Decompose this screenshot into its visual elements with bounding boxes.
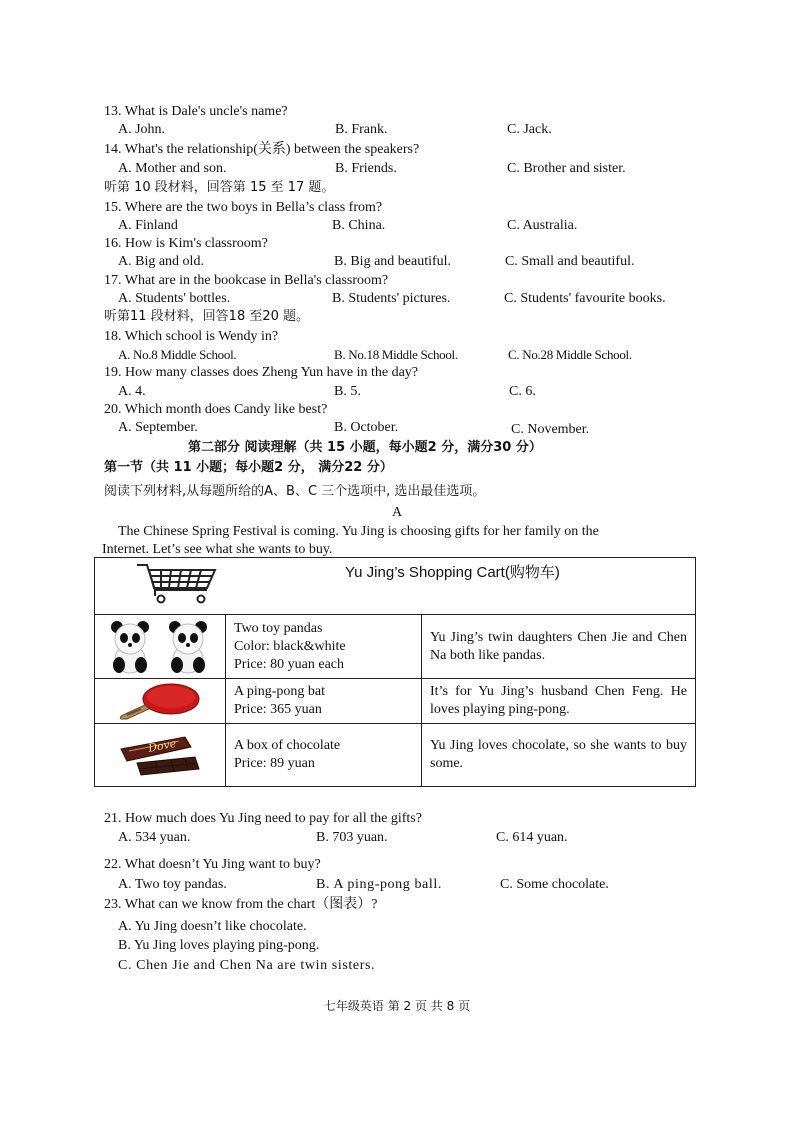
question-23-option-a: A. Yu Jing doesn’t like chocolate. bbox=[118, 919, 307, 934]
reading-section-title: 第一节（共 11 小题；每小题2 分， 满分22 分） bbox=[104, 460, 393, 475]
option-c: C. 614 yuan. bbox=[496, 830, 568, 845]
question-13: 13. What is Dale's uncle's name? bbox=[104, 104, 288, 119]
chocolate-item-price: Price: 89 yuan bbox=[234, 756, 315, 771]
toy-pandas-image bbox=[105, 619, 215, 675]
panda-image-cell bbox=[95, 615, 226, 679]
question-21-options bbox=[118, 829, 718, 847]
reading-instruction: 阅读下列材料,从每题所给的A、B、C 三个选项中, 选出最佳选项。 bbox=[104, 484, 486, 499]
chocolate-item-name: A box of chocolate bbox=[234, 738, 341, 753]
option-b: B. Friends. bbox=[335, 161, 397, 176]
question-14-options bbox=[118, 160, 718, 178]
option-c: C. Australia. bbox=[507, 218, 578, 233]
shopping-cart-table bbox=[94, 557, 696, 787]
question-20: 20. Which month does Candy like best? bbox=[104, 402, 328, 417]
passage-intro-line-1: The Chinese Spring Festival is coming. Yu Jing is choosing gifts for her family on the bbox=[118, 524, 599, 539]
option-a: A. Two toy pandas. bbox=[118, 877, 227, 892]
question-18-options bbox=[118, 346, 718, 364]
option-b: B. Students' pictures. bbox=[332, 291, 451, 306]
chocolate-item-note: Yu Jing loves chocolate, so she wants to buy some. bbox=[422, 724, 696, 787]
cart-row-chocolate bbox=[95, 724, 696, 787]
question-23-option-c: C. Chen Jie and Chen Na are twin sisters. bbox=[118, 958, 376, 973]
pingpong-item-price: Price: 365 yuan bbox=[234, 702, 322, 717]
page-footer: 七年级英语 第 2 页 共 8 页 bbox=[323, 999, 471, 1013]
question-20-options bbox=[118, 419, 718, 437]
reading-part-title: 第二部分 阅读理解（共 15 小题，每小题2 分，满分30 分） bbox=[188, 440, 542, 455]
panda-item-name: Two toy pandas bbox=[234, 620, 323, 636]
option-a: A. Finland bbox=[118, 218, 178, 233]
shopping-cart-icon bbox=[135, 562, 217, 604]
pingpong-item-name: A ping-pong bat bbox=[234, 684, 325, 699]
chocolate-image-cell bbox=[95, 724, 226, 787]
option-a: A. Mother and son. bbox=[118, 161, 227, 176]
cart-title: Yu Jing’s Shopping Cart(购物车) bbox=[345, 564, 560, 581]
option-b: B. Frank. bbox=[335, 122, 388, 137]
option-a: A. 534 yuan. bbox=[118, 830, 191, 845]
chocolate-image bbox=[115, 731, 205, 779]
option-b: B. China. bbox=[332, 218, 386, 233]
question-16-options bbox=[118, 253, 718, 271]
cart-header-cell bbox=[95, 558, 696, 615]
pingpong-item-details bbox=[226, 679, 422, 724]
question-21: 21. How much does Yu Jing need to pay for all the gifts? bbox=[104, 811, 422, 826]
option-b: B. 5. bbox=[334, 384, 361, 399]
cart-header-row bbox=[95, 558, 696, 615]
question-13-options bbox=[118, 121, 718, 139]
question-19: 19. How many classes does Zheng Yun have in the day? bbox=[104, 365, 419, 380]
option-c: C. Some chocolate. bbox=[500, 877, 609, 892]
cart-row-pingpong bbox=[95, 679, 696, 724]
option-c: C. Jack. bbox=[507, 122, 552, 137]
panda-item-note: Yu Jing’s twin daughters Chen Jie and Chen Na both like pandas. bbox=[422, 615, 696, 679]
question-17: 17. What are in the bookcase in Bella's classroom? bbox=[104, 273, 389, 288]
option-c: C. No.28 Middle School. bbox=[508, 347, 632, 362]
option-b: B. Big and beautiful. bbox=[334, 254, 452, 269]
question-19-options bbox=[118, 383, 718, 401]
chocolate-item-details bbox=[226, 724, 422, 787]
option-a: A. No.8 Middle School. bbox=[118, 347, 237, 362]
cart-row-pandas bbox=[95, 615, 696, 679]
question-17-options bbox=[118, 290, 718, 308]
question-16: 16. How is Kim's classroom? bbox=[104, 236, 268, 251]
pingpong-item-note: It’s for Yu Jing’s husband Chen Feng. He loves playing ping-pong. bbox=[422, 679, 696, 724]
question-23: 23. What can we know from the chart（图表）? bbox=[104, 897, 378, 912]
option-a: A. September. bbox=[118, 420, 198, 435]
option-a: A. John. bbox=[118, 122, 166, 137]
question-14: 14. What's the relationship(关系) between the speakers? bbox=[104, 142, 420, 157]
option-b: B. A ping-pong ball. bbox=[316, 877, 442, 892]
question-15-options bbox=[118, 217, 718, 235]
question-22-options bbox=[118, 876, 718, 894]
question-15: 15. Where are the two boys in Bella’s class from? bbox=[104, 200, 383, 215]
option-c: C. 6. bbox=[509, 384, 536, 399]
option-c: C. Small and beautiful. bbox=[505, 254, 635, 269]
option-a: A. Big and old. bbox=[118, 254, 204, 269]
pingpong-image-cell bbox=[95, 679, 226, 724]
listening-part-11-instruction: 听第11 段材料，回答18 至20 题。 bbox=[104, 309, 310, 324]
option-b: B. October. bbox=[334, 420, 399, 435]
listening-part-10-instruction: 听第 10 段材料，回答第 15 至 17 题。 bbox=[104, 180, 335, 195]
question-22: 22. What doesn’t Yu Jing want to buy? bbox=[104, 857, 321, 872]
option-b: B. No.18 Middle School. bbox=[334, 347, 458, 362]
option-c: C. November. bbox=[511, 422, 590, 437]
panda-item-details bbox=[226, 615, 422, 679]
question-23-option-b: B. Yu Jing loves playing ping-pong. bbox=[118, 938, 320, 953]
panda-item-price: Price: 80 yuan each bbox=[234, 656, 345, 672]
option-c: C. Students' favourite books. bbox=[504, 291, 666, 306]
passage-intro-line-2: Internet. Let’s see what she wants to buy. bbox=[102, 542, 333, 557]
passage-label: A bbox=[391, 505, 403, 520]
question-18: 18. Which school is Wendy in? bbox=[104, 329, 279, 344]
option-a: A. 4. bbox=[118, 384, 146, 399]
ping-pong-bat-image bbox=[115, 681, 205, 721]
option-c: C. Brother and sister. bbox=[507, 161, 626, 176]
panda-item-color: Color: black&white bbox=[234, 638, 346, 654]
option-b: B. 703 yuan. bbox=[316, 830, 388, 845]
chocolate-brand: Dove bbox=[147, 736, 178, 755]
option-a: A. Students' bottles. bbox=[118, 291, 231, 306]
